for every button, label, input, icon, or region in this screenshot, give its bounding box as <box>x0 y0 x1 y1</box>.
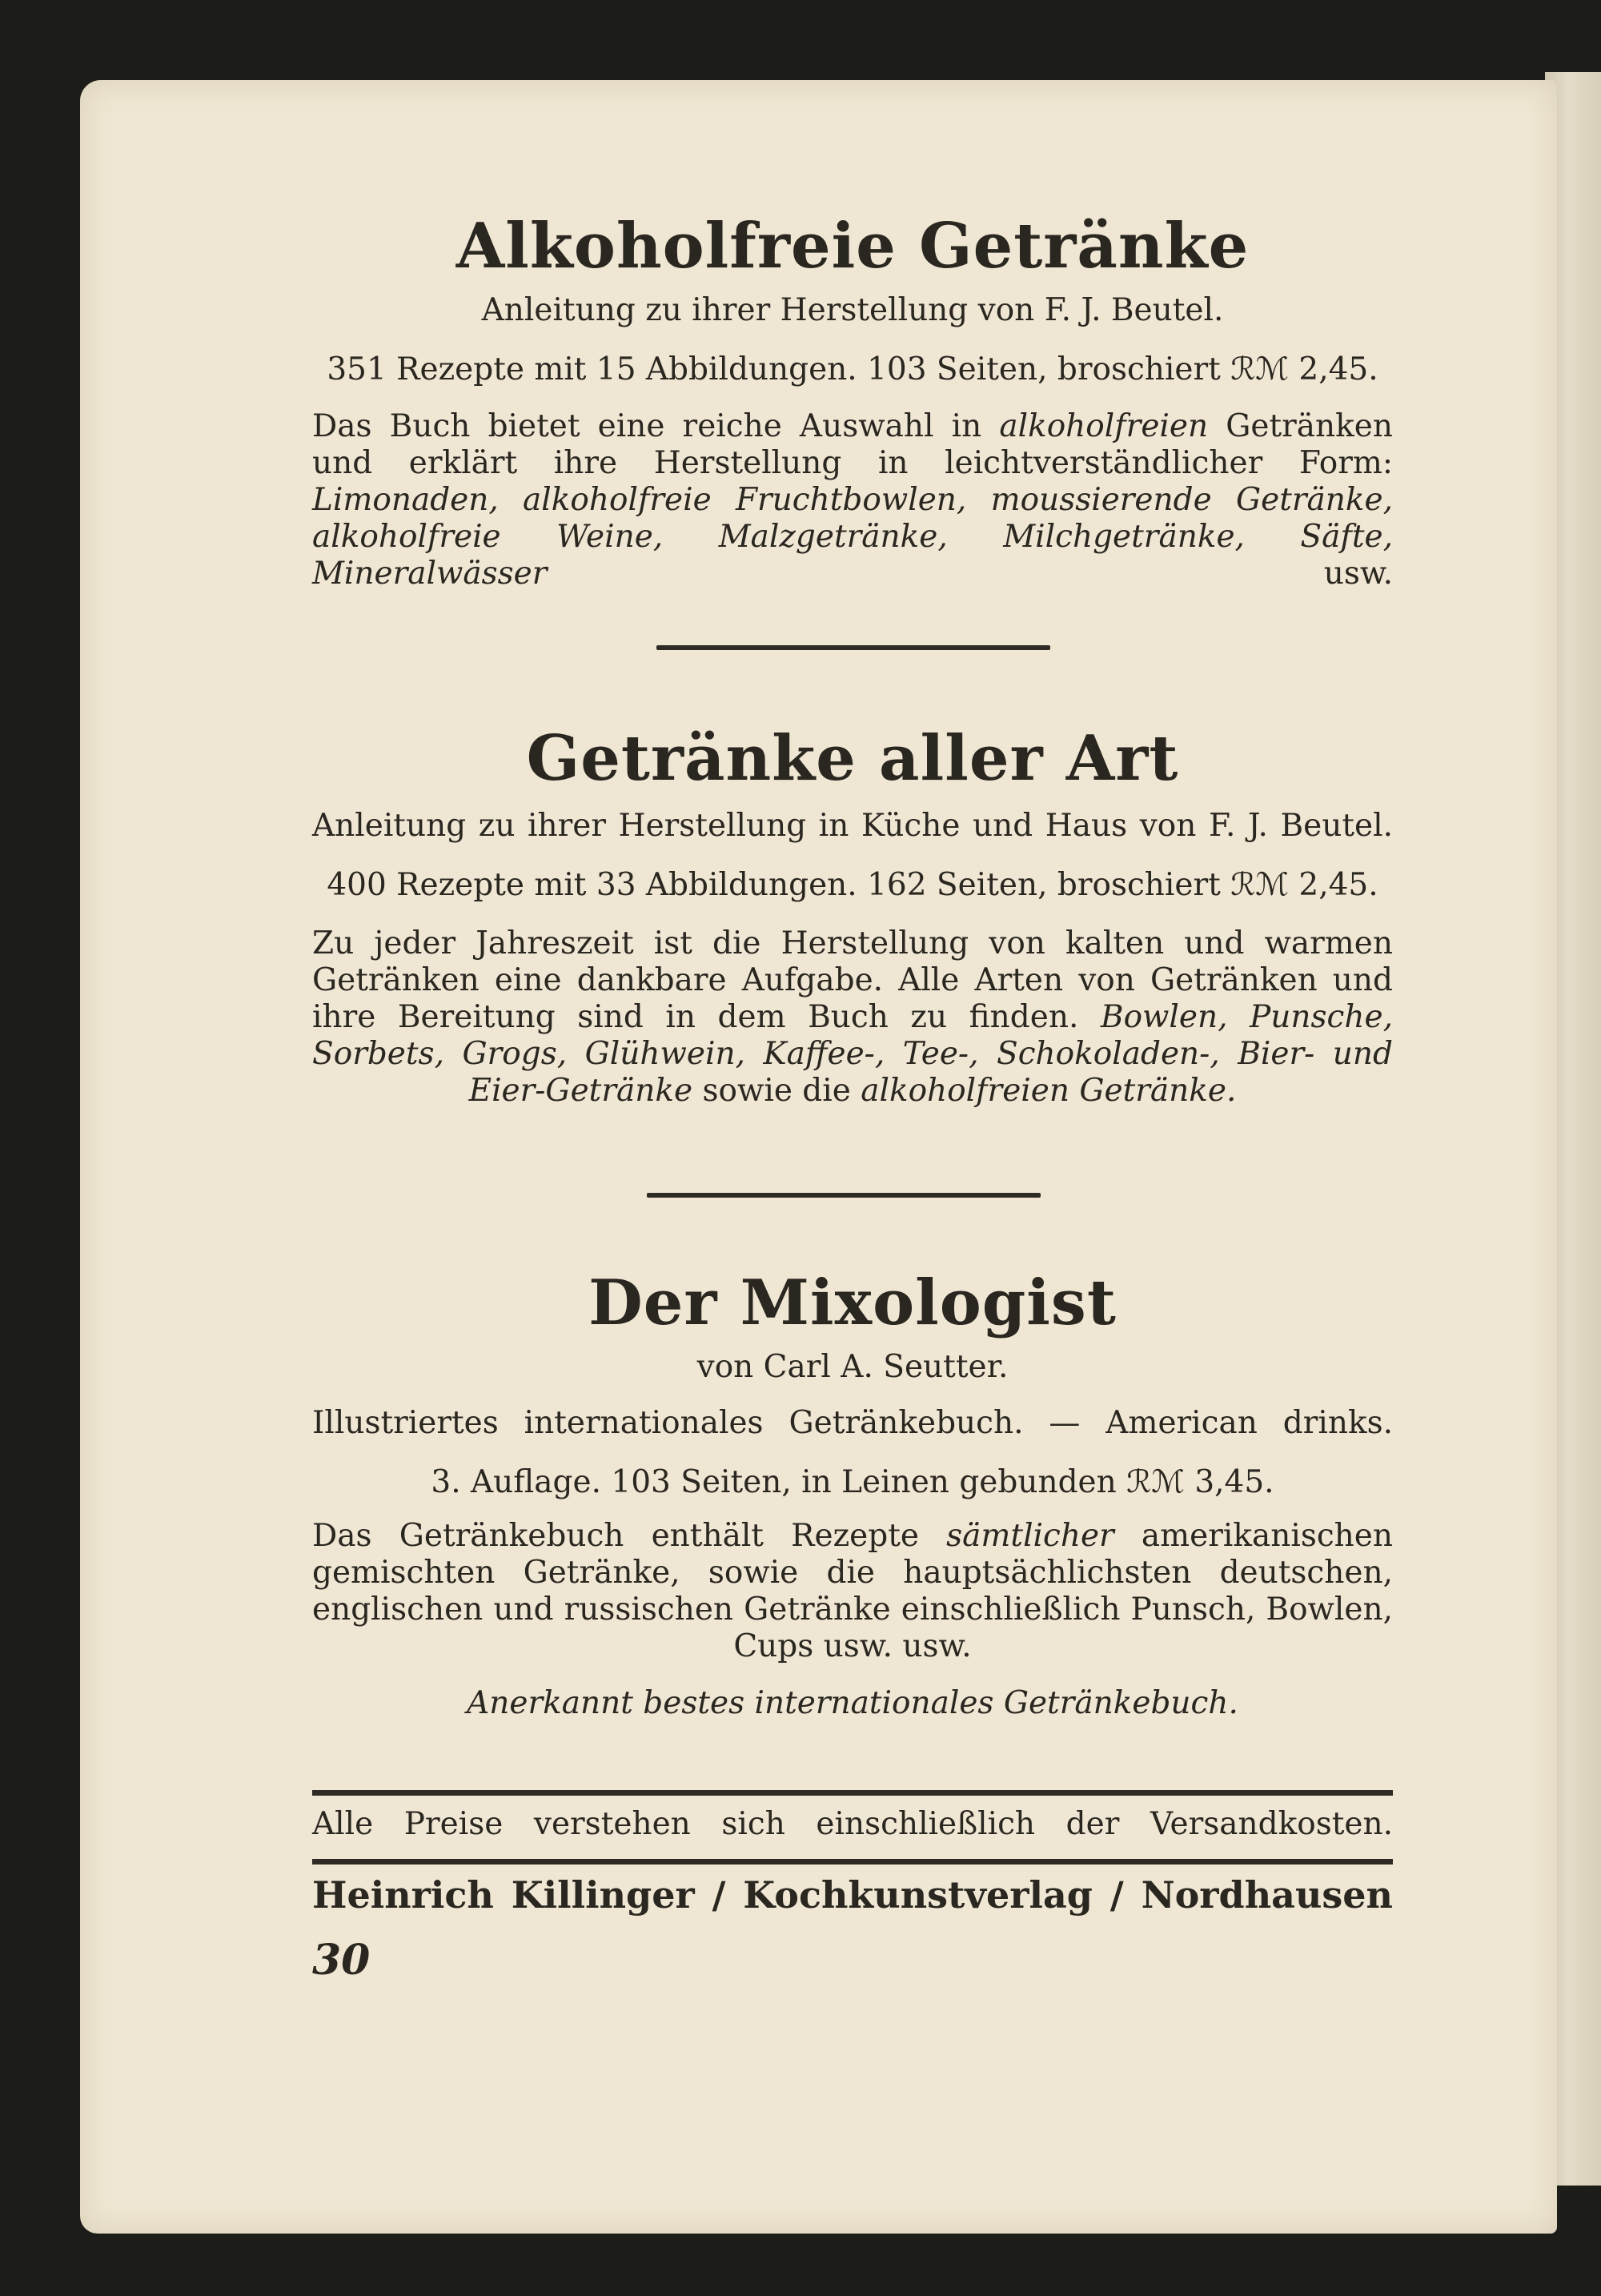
desc-part: sämtlicher <box>946 1518 1114 1554</box>
desc-part: sowie die <box>692 1073 861 1109</box>
price-note: Alle Preise verstehen sich einschließlich der Versandkosten. <box>312 1806 1393 1842</box>
section-title: Alkoholfreie Getränke <box>455 210 1250 283</box>
desc-part: usw. <box>547 556 1393 592</box>
footer-middle-rule <box>312 1859 1393 1864</box>
desc-part: Bowlen, Punsche, Sorbets, Grogs, Glühwein, Kaffee-, Tee-, Schokoladen-, Bier- und Eier-Getränke <box>312 999 1393 1109</box>
page-number: 30 <box>312 1936 371 1985</box>
section-getraenke-aller-art <box>312 721 1393 1110</box>
section-divider <box>656 645 1050 650</box>
section-description <box>312 408 1393 592</box>
desc-part: amerikanischen gemischten Getränke, sowie die hauptsächlichsten deutschen, englischen und russischen Getränke einschließlich Punsch, Bowlen, Cups usw. usw. <box>312 1518 1393 1664</box>
section-meta: 400 Rezepte mit 33 Abbildungen. 162 Seiten, broschiert ℛℳ 2,45. <box>327 867 1378 903</box>
desc-part: alkoholfreien Getränke. <box>861 1073 1237 1109</box>
desc-part: Zu jeder Jahreszeit ist die Herstellung von kalten und warmen Getränken eine dankbare Aufgabe. Alle Arten von Getränken und ihre Bereitung sind in dem Buch zu finden. <box>312 925 1393 1035</box>
section-meta: 351 Rezepte mit 15 Abbildungen. 103 Seiten, broschiert ℛℳ 2,45. <box>327 351 1378 387</box>
section-subtitle: Anleitung zu ihrer Herstellung von F. J. Beutel. <box>481 292 1224 328</box>
section-meta: 3. Auflage. 103 Seiten, in Leinen gebunden ℛℳ 3,45. <box>431 1464 1274 1500</box>
section-alkoholfreie-getraenke <box>312 208 1393 592</box>
footer-top-rule <box>312 1790 1393 1796</box>
section-title: Getränke aller Art <box>526 722 1179 795</box>
desc-part: Getränken und erklärt ihre Herstellung in leichtverständlicher Form: <box>312 408 1393 481</box>
section-description <box>312 1518 1393 1665</box>
section-description <box>312 925 1393 1110</box>
section-der-mixologist <box>312 1265 1393 1724</box>
desc-part: Das Buch bietet eine reiche Auswahl in <box>312 408 1000 444</box>
desc-part: alkoholfreien <box>999 408 1209 444</box>
desc-part: Limonaden, alkoholfreie Fruchtbowlen, moussierende Getränke, alkoholfreie Weine, Malzgetränke, Milchgetränke, Säfte, Mineralwässer <box>312 482 1393 592</box>
section-meta-line: Illustriertes internationales Getränkebuch. — American drinks. <box>312 1405 1393 1441</box>
section-divider <box>647 1193 1041 1198</box>
desc-part: Das Getränkebuch enthält Rezepte <box>312 1518 947 1554</box>
section-subtitle: Anleitung zu ihrer Herstellung in Küche und Haus von F. J. Beutel. <box>312 808 1393 844</box>
section-title: Der Mixologist <box>588 1266 1117 1339</box>
section-tagline: Anerkannt bestes internationales Getränkebuch. <box>467 1685 1238 1721</box>
publisher-line: Heinrich Killinger / Kochkunstverlag / Nordhausen <box>312 1873 1393 1917</box>
section-subtitle: von Carl A. Seutter. <box>696 1349 1009 1385</box>
